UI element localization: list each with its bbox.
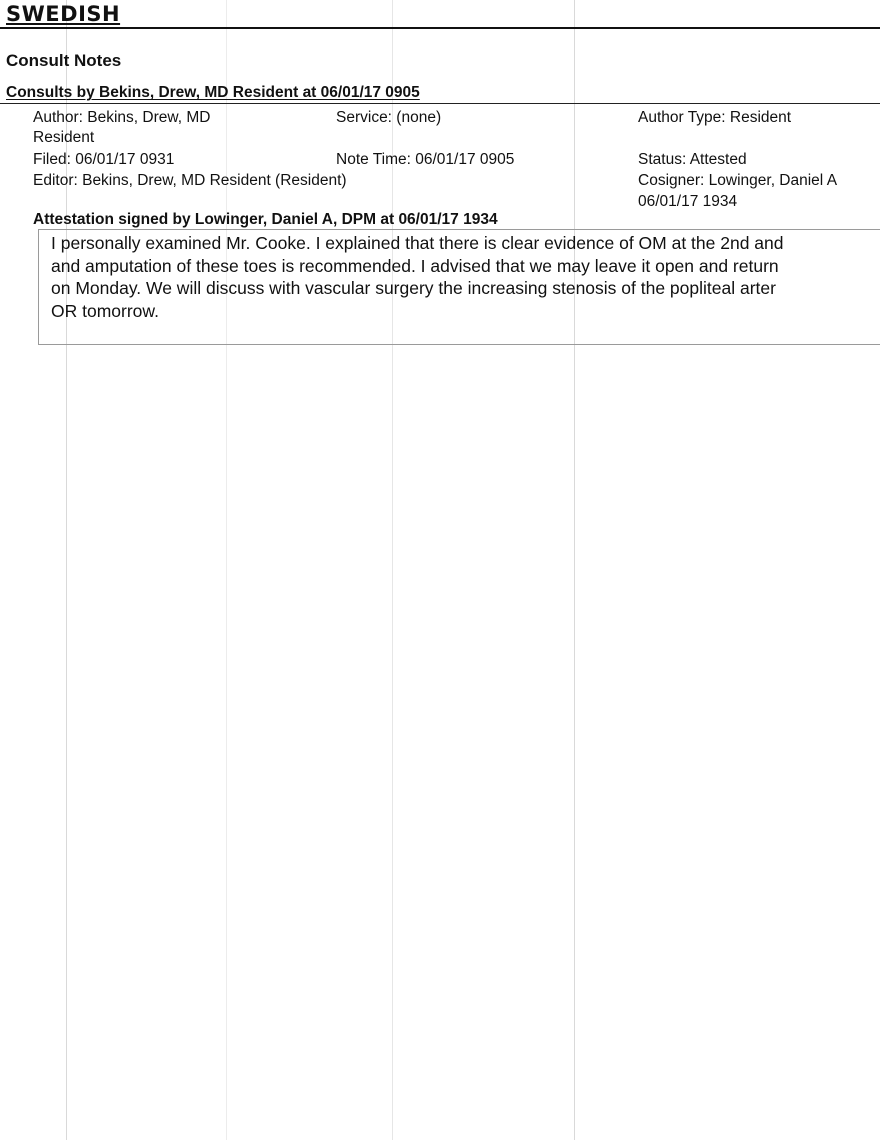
status-field: Status: Attested bbox=[638, 151, 747, 168]
attestation-note-text bbox=[51, 232, 880, 322]
author-field-continued: Resident bbox=[33, 129, 95, 146]
note-time-field: Note Time: 06/01/17 0905 bbox=[336, 151, 515, 168]
scan-artifact-line bbox=[392, 0, 393, 1140]
filed-field: Filed: 06/01/17 0931 bbox=[33, 151, 175, 168]
scan-artifact-line bbox=[574, 0, 575, 1140]
brand-logo-text: SWEDISH bbox=[6, 2, 121, 26]
note-line: OR tomorrow. bbox=[51, 300, 159, 321]
cosigner-field: Cosigner: Lowinger, Daniel A bbox=[638, 172, 838, 189]
note-line: on Monday. We will discuss with vascular surgery the increasing stenosis of the popliteal arter bbox=[51, 278, 776, 298]
author-type-field: Author Type: Resident bbox=[638, 109, 792, 126]
attestation-heading: Attestation signed by Lowinger, Daniel A, DPM at 06/01/17 1934 bbox=[33, 211, 498, 228]
note-line: and amputation of these toes is recommended. I advised that we may leave it open and return bbox=[51, 255, 779, 276]
consult-divider bbox=[0, 103, 880, 104]
section-title: Consult Notes bbox=[6, 51, 122, 70]
cosigner-field-continued: 06/01/17 1934 bbox=[638, 193, 738, 210]
author-field: Author: Bekins, Drew, MD bbox=[33, 109, 211, 126]
service-field: Service: (none) bbox=[336, 109, 442, 126]
header-divider bbox=[0, 27, 880, 29]
note-line: I personally examined Mr. Cooke. I explained that there is clear evidence of OM at the 2nd and bbox=[51, 233, 784, 253]
consult-heading: Consults by Bekins, Drew, MD Resident at 06/01/17 0905 bbox=[6, 84, 420, 101]
editor-field: Editor: Bekins, Drew, MD Resident (Resident) bbox=[33, 172, 347, 189]
